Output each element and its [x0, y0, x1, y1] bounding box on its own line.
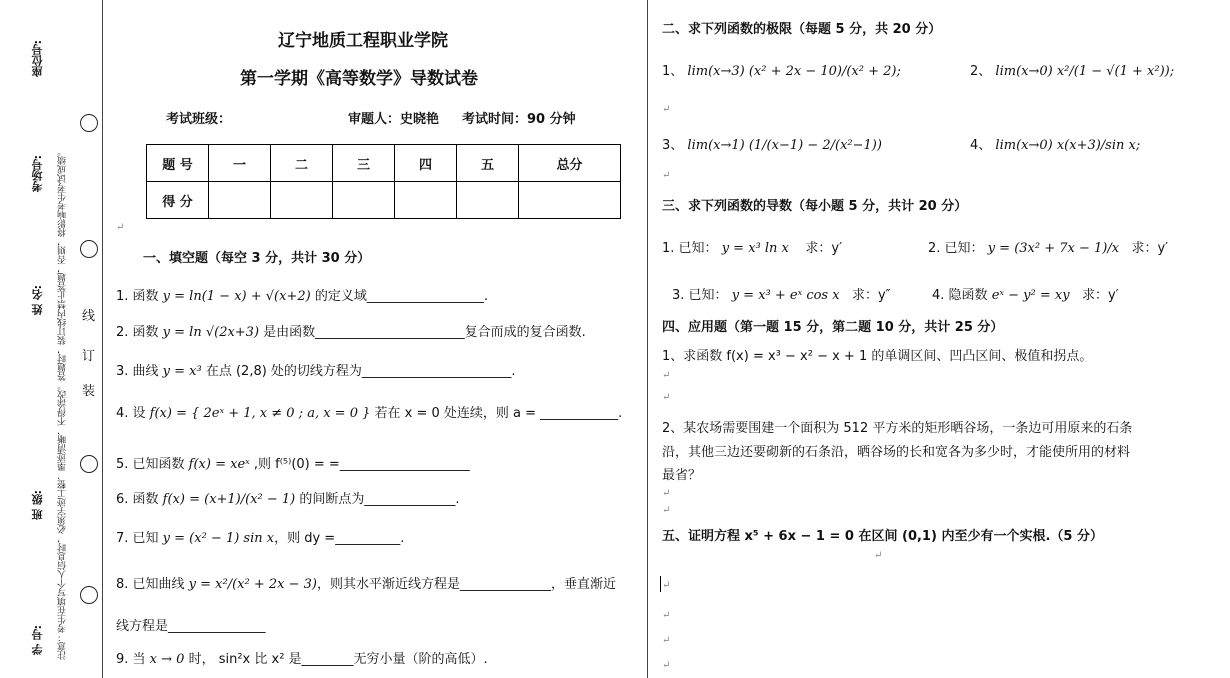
question-text: 是由函数_______________________复合而成的复合函数.	[259, 325, 586, 340]
student-no-label: 学 号:	[31, 625, 44, 656]
return-mark: ↵	[662, 610, 671, 621]
question-text: 6. 函数	[116, 492, 163, 507]
limit-question-3	[662, 134, 882, 153]
question-text: 1. 函数	[116, 289, 163, 304]
question-text: 1. 已知：	[662, 241, 718, 256]
binding-char: 订	[82, 349, 96, 364]
table-cell	[519, 182, 621, 219]
question-math: y = ln √(2x+3)	[162, 325, 260, 340]
return-mark: ↵	[662, 660, 671, 671]
question-text: ，则 dy =__________.	[274, 531, 405, 546]
score-table	[146, 144, 621, 219]
question-text: 3. 曲线	[116, 364, 163, 379]
question-math: eˣ − y² = xy	[991, 288, 1070, 303]
question-text: 线方程是	[116, 619, 169, 634]
question-text: 的间断点为______________.	[295, 492, 460, 507]
question-text: _______________	[168, 619, 266, 634]
table-row	[147, 182, 621, 219]
table-cell: 得 分	[147, 182, 209, 219]
question-number: 1、	[662, 64, 684, 79]
question-text: 4. 设	[116, 406, 150, 421]
exam-room-label: 考场号:	[31, 155, 44, 193]
fill-question-8	[116, 573, 616, 592]
application-question-1: 1、求函数 f(x) = x³ − x² − x + 1 的单调区间、凹凸区间、极值和拐点。	[662, 349, 1093, 364]
table-cell: 总分	[519, 145, 621, 182]
question-number: 4、	[970, 138, 992, 153]
table-cell	[333, 182, 395, 219]
return-mark: ↵	[662, 370, 671, 381]
table-cell: 一	[209, 145, 271, 182]
school-name: 辽宁地质工程职业学院	[278, 31, 448, 51]
fill-question-8-cont	[116, 615, 266, 634]
question-text: 的定义域__________________.	[310, 289, 488, 304]
table-cell: 题 号	[147, 145, 209, 182]
return-mark: ↵	[662, 488, 671, 499]
limit-question-4	[970, 134, 1140, 153]
section5-title: 五、证明方程 x⁵ + 6x − 1 = 0 在区间 (0,1) 内至少有一个实根.（5 分）	[662, 529, 1103, 544]
exam-class-label: 考试班级：	[166, 112, 232, 127]
exam-time-label: 考试时间：90 分钟	[462, 112, 576, 127]
text-cursor[interactable]	[660, 576, 661, 592]
fill-question-3	[116, 360, 516, 379]
question-math: y = (3x² + 7x − 1)/x	[987, 241, 1120, 256]
limit-question-2	[970, 60, 1174, 79]
exam-title: 第一学期《高等数学》导数试卷	[240, 69, 478, 89]
return-mark: ↵	[662, 392, 671, 403]
section2-title: 二、求下列函数的极限（每题 5 分，共 20 分）	[662, 22, 942, 37]
table-cell	[395, 182, 457, 219]
question-text: 9. 当	[116, 652, 150, 667]
derivative-question-1	[662, 237, 842, 256]
table-row	[147, 145, 621, 182]
derivative-question-2	[928, 237, 1168, 256]
question-math: lim(x→3) (x² + 2x − 10)/(x² + 2);	[687, 64, 901, 79]
derivative-question-4	[932, 284, 1119, 303]
fill-question-9	[116, 648, 488, 667]
question-number: 3、	[662, 138, 684, 153]
binding-hole	[80, 455, 98, 473]
derivative-question-3	[672, 284, 891, 303]
fill-question-4	[116, 402, 622, 421]
question-math: lim(x→1) (1/(x−1) − 2/(x²−1))	[687, 138, 882, 153]
application-question-2-line1: 2、某农场需要围建一个面积为 512 平方米的矩形晒谷场，一条边可用原来的石条	[662, 421, 1133, 436]
question-math: y = x³ + eˣ cos x	[731, 288, 840, 303]
question-text: 2. 已知：	[928, 241, 984, 256]
binding-char: 线	[82, 309, 96, 324]
table-cell: 四	[395, 145, 457, 182]
return-mark: ↵	[874, 550, 883, 561]
limit-question-1	[662, 60, 901, 79]
question-ask: 求：y′	[805, 241, 843, 256]
return-mark: ↵	[662, 104, 671, 115]
question-ask: 求：y″	[851, 288, 891, 303]
application-question-2-line2: 沿，其他三边还要砌新的石条沿，晒谷场的长和宽各为多少时，才能使所用的材料	[662, 445, 1131, 460]
return-mark: ↵	[662, 505, 671, 516]
fill-question-2	[116, 321, 586, 340]
fill-question-6	[116, 488, 460, 507]
question-math: lim(x→0) x(x+3)/sin x;	[995, 138, 1141, 153]
question-math: x → 0	[149, 652, 185, 667]
question-math: y = x²/(x² + 2x − 3)	[188, 577, 317, 592]
binding-char: 装	[82, 384, 96, 399]
question-math: y = x³ ln x	[721, 241, 789, 256]
question-text: 时， sin²x 比 x² 是________无穷小量（阶的高低）.	[184, 652, 488, 667]
seat-label: 座位号:	[31, 40, 44, 78]
question-text: 5. 已知函数	[116, 457, 189, 472]
question-ask: 求：y′	[1081, 288, 1119, 303]
table-cell	[271, 182, 333, 219]
question-text: 2. 函数	[116, 325, 163, 340]
question-math: y = x³	[162, 364, 202, 379]
reviewer-label: 审题人：史晓艳	[348, 112, 440, 127]
question-text: ,则 f⁽⁵⁾(0) = =____________________	[249, 457, 470, 472]
question-ask: 求：y′	[1131, 241, 1169, 256]
binding-hole	[80, 114, 98, 132]
binding-line	[102, 0, 103, 678]
table-cell: 二	[271, 145, 333, 182]
section4-title: 四、应用题（第一题 15 分，第二题 10 分，共计 25 分）	[662, 320, 1004, 335]
question-text: ，则其水平渐近线方程是______________，垂直渐近	[316, 577, 616, 592]
question-text: 4. 隐函数	[932, 288, 988, 303]
binding-hole	[80, 586, 98, 604]
application-question-2-line3: 最省？	[662, 468, 702, 483]
return-mark: ↵	[662, 580, 671, 591]
fill-question-1	[116, 285, 488, 304]
notice-text: 注意：考生在填写个人信息时，必须字迹工整、墨迹清晰、不得涂改。答题时，装订线内禁止答题，否则，将影响考生考试成绩。	[58, 147, 68, 660]
return-mark: ↵	[662, 170, 671, 181]
question-math: y = (x² − 1) sin x	[162, 531, 275, 546]
return-mark: ↵	[662, 635, 671, 646]
question-math: f(x) = xeˣ	[188, 457, 250, 472]
return-mark: ↵	[116, 222, 125, 233]
binding-hole	[80, 240, 98, 258]
class-label: 班 级:	[31, 490, 44, 521]
section1-title: 一、填空题（每空 3 分，共计 30 分）	[143, 251, 371, 266]
table-cell	[457, 182, 519, 219]
table-cell: 三	[333, 145, 395, 182]
table-cell	[209, 182, 271, 219]
name-label: 姓 名:	[31, 285, 44, 316]
section3-title: 三、求下列函数的导数（每小题 5 分，共计 20 分）	[662, 199, 968, 214]
question-number: 2、	[970, 64, 992, 79]
fill-question-7	[116, 527, 404, 546]
fill-question-5	[116, 453, 470, 472]
question-text: 8. 已知曲线	[116, 577, 189, 592]
question-text: 3. 已知：	[672, 288, 728, 303]
question-math: f(x) = { 2eˣ + 1, x ≠ 0 ; a, x = 0 }	[149, 406, 371, 421]
page-divider	[647, 0, 648, 678]
question-text: 在点 (2,8) 处的切线方程为_______________________.	[201, 364, 516, 379]
question-math: lim(x→0) x²/(1 − √(1 + x²));	[995, 64, 1175, 79]
question-math: f(x) = (x+1)/(x² − 1)	[162, 492, 296, 507]
question-text: 7. 已知	[116, 531, 163, 546]
table-cell: 五	[457, 145, 519, 182]
question-math: y = ln(1 − x) + √(x+2)	[162, 289, 311, 304]
question-text: 若在 x = 0 处连续，则 a = ____________.	[370, 406, 623, 421]
